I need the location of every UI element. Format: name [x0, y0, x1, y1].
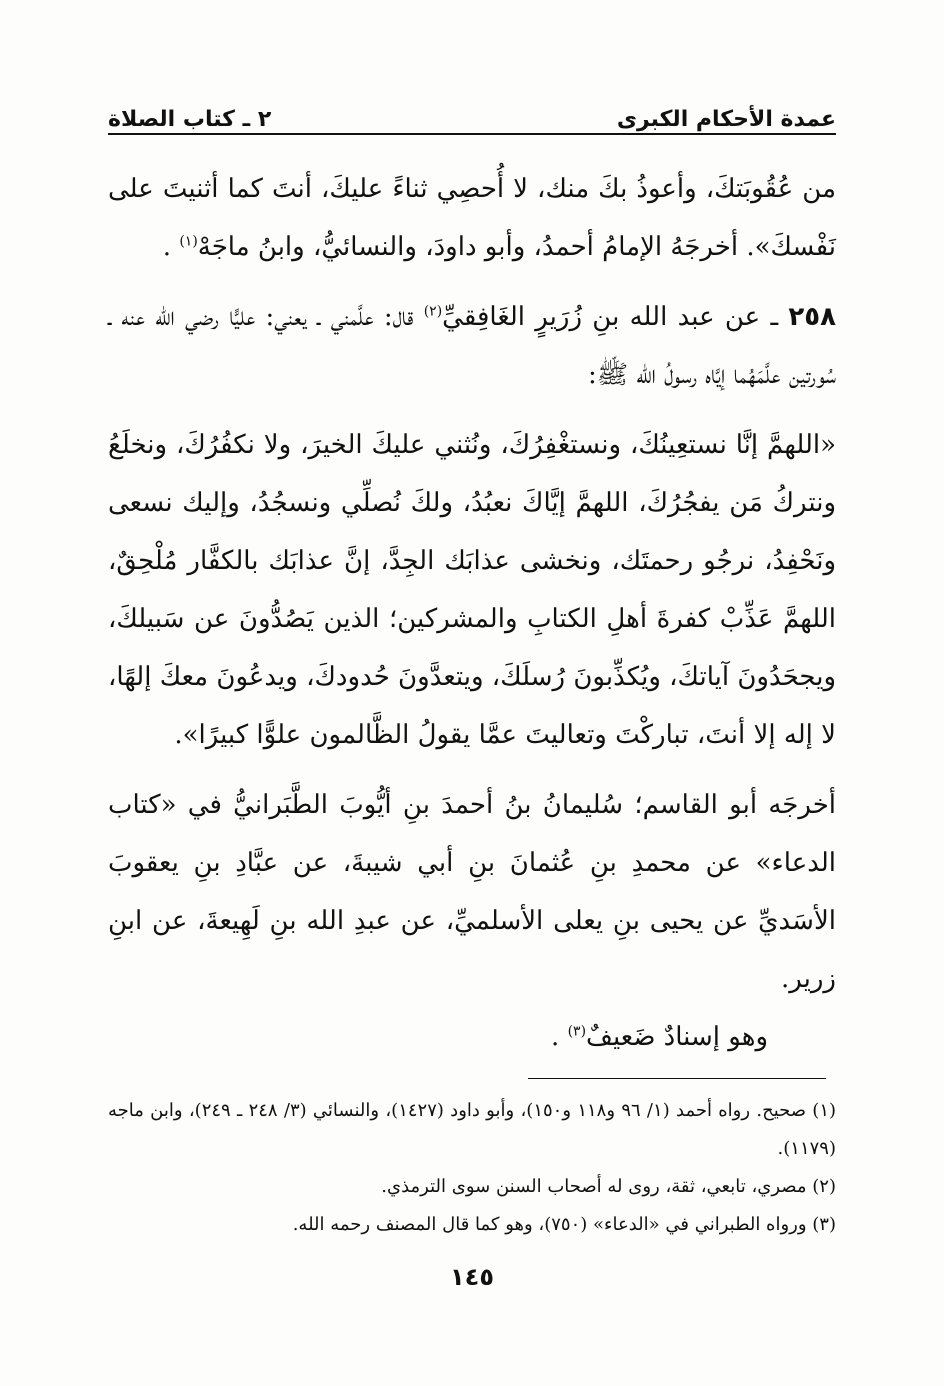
footnote-3: (٣) ورواه الطبراني في «الدعاء» (٧٥٠)، وهو كما قال المصنف رحمه الله. — [292, 1214, 836, 1235]
spacer — [108, 404, 836, 416]
footnote-2: (٢) مصري، تابعي، ثقة، روى له أصحاب السنن سوى الترمذي. — [381, 1176, 836, 1197]
grading-end: . — [551, 1022, 560, 1052]
paragraph-1-end: . — [162, 232, 172, 262]
paragraph-1-text: من عُقُوبَتكَ، وأعوذُ بكَ منك، لا أُحصِي ثناءً عليكَ، أنتَ كما أثنيتَ على نَفْسكَ». أخرجَهُ الإمامُ أحمدُ، وأبو داودَ، والنسائيُّ، وابنُ ماجَهْ — [108, 174, 836, 262]
hadith-number: ٢٥٨ — [788, 302, 837, 332]
paragraph-1 — [108, 160, 836, 276]
spacer — [108, 764, 836, 776]
main-text — [108, 160, 836, 1066]
hadith-text: «اللهمَّ إنَّا نستعِينُكَ، ونستغْفِرُكَ، ونُثني عليكَ الخيرَ، ولا نكفُرُكَ، ونخلَعُ ونتركُ مَن يفجُرُكَ، اللهمَّ إيَّاكَ نعبُدُ، ولكَ نُصلِّي ونسجُدُ، وإليك نسعى ونَحْفِدُ، نرجُو رحمتَك، ونخشى عذابَك الجِدَّ، إنَّ عذابَك بالكفَّار مُلْحِقٌ، اللهمَّ عَذِّبْ كفرةَ أهلِ الكتابِ والمشركين؛ الذين يَصُدُّونَ عن سَبيلكَ، ويجحَدُونَ آياتكَ، ويُكذِّبونَ رُسلَكَ، ويتعدَّونَ حُدودكَ، ويدعُونَ معكَ إلهًا، لا إله إلا أنتَ، تباركْتَ وتعاليتَ عمَّا يقولُ الظَّالمون علوًّا كبيرًا». — [108, 430, 836, 750]
grading-text: وهو إسنادٌ ضَعيفٌ — [586, 1022, 768, 1052]
header-rule — [108, 133, 836, 135]
book-title: عمدة الأحكام الكبرى — [616, 107, 836, 132]
page-number: ١٤٥ — [450, 1263, 494, 1291]
paragraph-2-text-b: قال: علَّمني ـ يعني: عليًّا رضي الله عنه ـ سُورتين علَّمَهُما إيَّاه رسولُ الله ﷺ: — [108, 302, 836, 390]
paragraph-2-text-a: ـ عن عبد الله بنِ زُرَيرٍ الغَافِقيِّ — [442, 302, 779, 332]
takhrij-paragraph: أخرجَه أبو القاسم؛ سُليمانُ بنُ أحمدَ بنِ أيُّوبَ الطَّبَرانيُّ في «كتاب الدعاء» عن محمدِ بنِ عُثمانَ بنِ أبي شيبةَ، عن عبَّادِ بنِ يعقوبَ الأسَديِّ عن يحيى بنِ يعلى الأسلميِّ، عن عبدِ الله بنِ لَهِيعةَ، عن ابنِ زرير. — [108, 790, 836, 994]
footnote-ref-2: (٢) — [423, 303, 443, 320]
footnote-1: (١) صحيح. رواه أحمد (١/ ٩٦ و١١٨ و١٥٠)، وأبو داود (١٤٢٧)، والنسائي (٣/ ٢٤٨ ـ ٢٤٩)، وابن ماجه (١١٧٩). — [108, 1100, 837, 1159]
spacer — [108, 276, 836, 288]
paragraph-2 — [108, 288, 836, 404]
chapter-title: ٢ ـ كتاب الصلاة — [108, 107, 272, 132]
footnote-separator — [528, 1078, 826, 1079]
running-header — [108, 96, 836, 132]
grading-line — [108, 1008, 836, 1066]
footnote-ref-3: (٣) — [567, 1023, 587, 1040]
footnote-ref-1: (١) — [179, 233, 198, 250]
footnotes — [108, 1092, 836, 1244]
